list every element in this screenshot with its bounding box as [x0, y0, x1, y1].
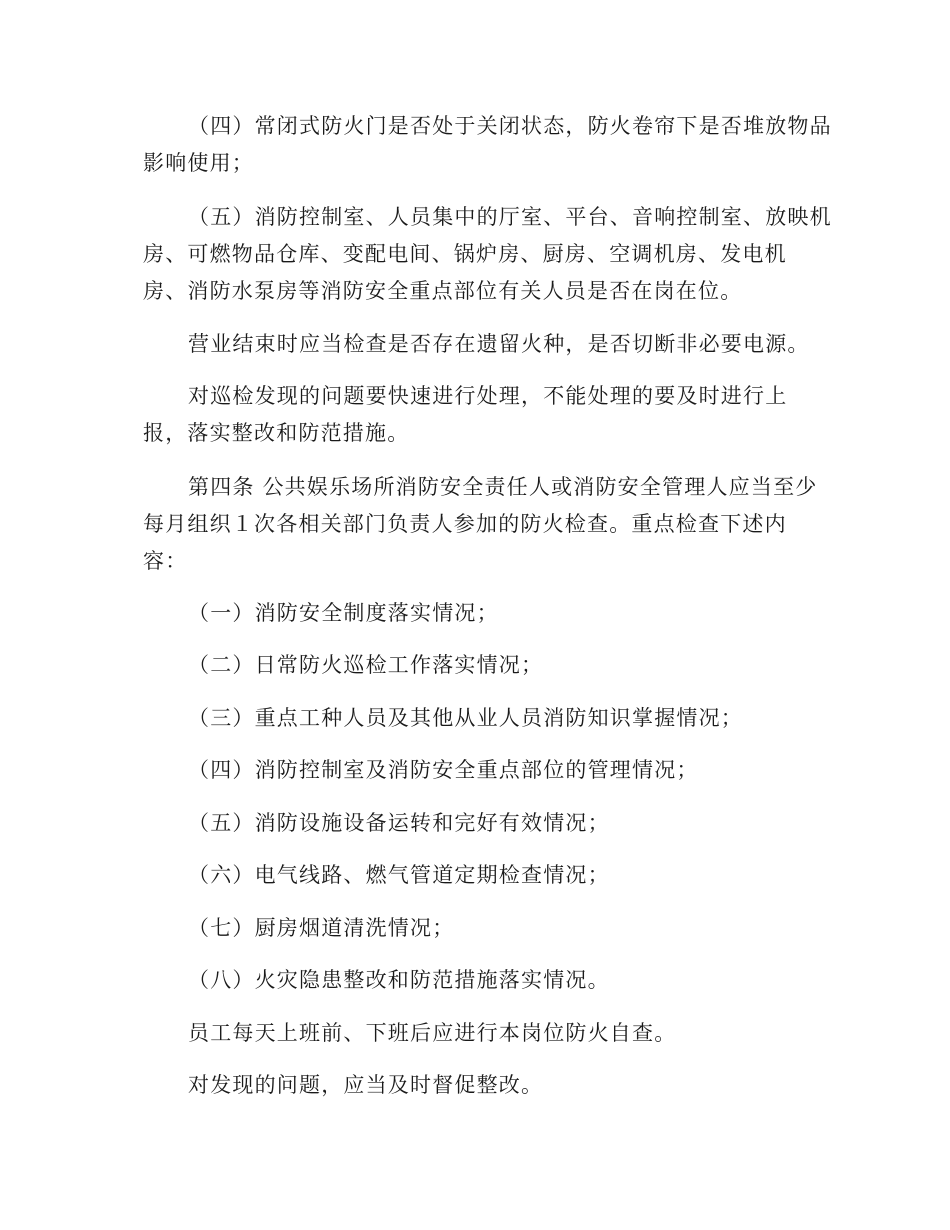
list-item: （三）重点工种人员及其他从业人员消防知识掌握情况； — [188, 706, 743, 730]
text-line: 员工每天上班前、下班后应进行本岗位防火自查。 — [188, 1021, 677, 1045]
text-line: 第四条 公共娱乐场所消防安全责任人或消防安全管理人应当至少 — [188, 475, 818, 499]
text-line: 每月组织１次各相关部门负责人参加的防火检查。重点检查下述内 — [143, 512, 787, 536]
list-item: （六）电气线路、燃气管道定期检查情况； — [188, 863, 610, 887]
list-item: （四）消防控制室及消防安全重点部位的管理情况； — [188, 758, 699, 782]
text-line: 房、可燃物品仓库、变配电间、锅炉房、厨房、空调机房、发电机 — [143, 242, 787, 266]
list-item: （一）消防安全制度落实情况； — [188, 601, 499, 625]
text-line: 房、消防水泵房等消防安全重点部位有关人员是否在岗在位。 — [143, 279, 743, 303]
list-item: （二）日常防火巡检工作落实情况； — [188, 653, 544, 677]
list-item: （五）消防设施设备运转和完好有效情况； — [188, 811, 610, 835]
list-item: （八）火灾隐患整改和防范措施落实情况。 — [188, 968, 610, 992]
text-line: 对发现的问题，应当及时督促整改。 — [188, 1073, 544, 1097]
text-line: （四）常闭式防火门是否处于关闭状态，防火卷帘下是否堆放物品 — [188, 114, 832, 138]
text-line: 报，落实整改和防范措施。 — [143, 421, 410, 445]
list-item: （七）厨房烟道清洗情况； — [188, 916, 455, 940]
text-line: 对巡检发现的问题要快速进行处理，不能处理的要及时进行上 — [188, 384, 788, 408]
text-line: 营业结束时应当检查是否存在遗留火种，是否切断非必要电源。 — [188, 332, 810, 356]
text-line: （五）消防控制室、人员集中的厅室、平台、音响控制室、放映机 — [188, 205, 832, 229]
text-line: 影响使用； — [143, 151, 254, 175]
text-line: 容： — [143, 549, 188, 573]
